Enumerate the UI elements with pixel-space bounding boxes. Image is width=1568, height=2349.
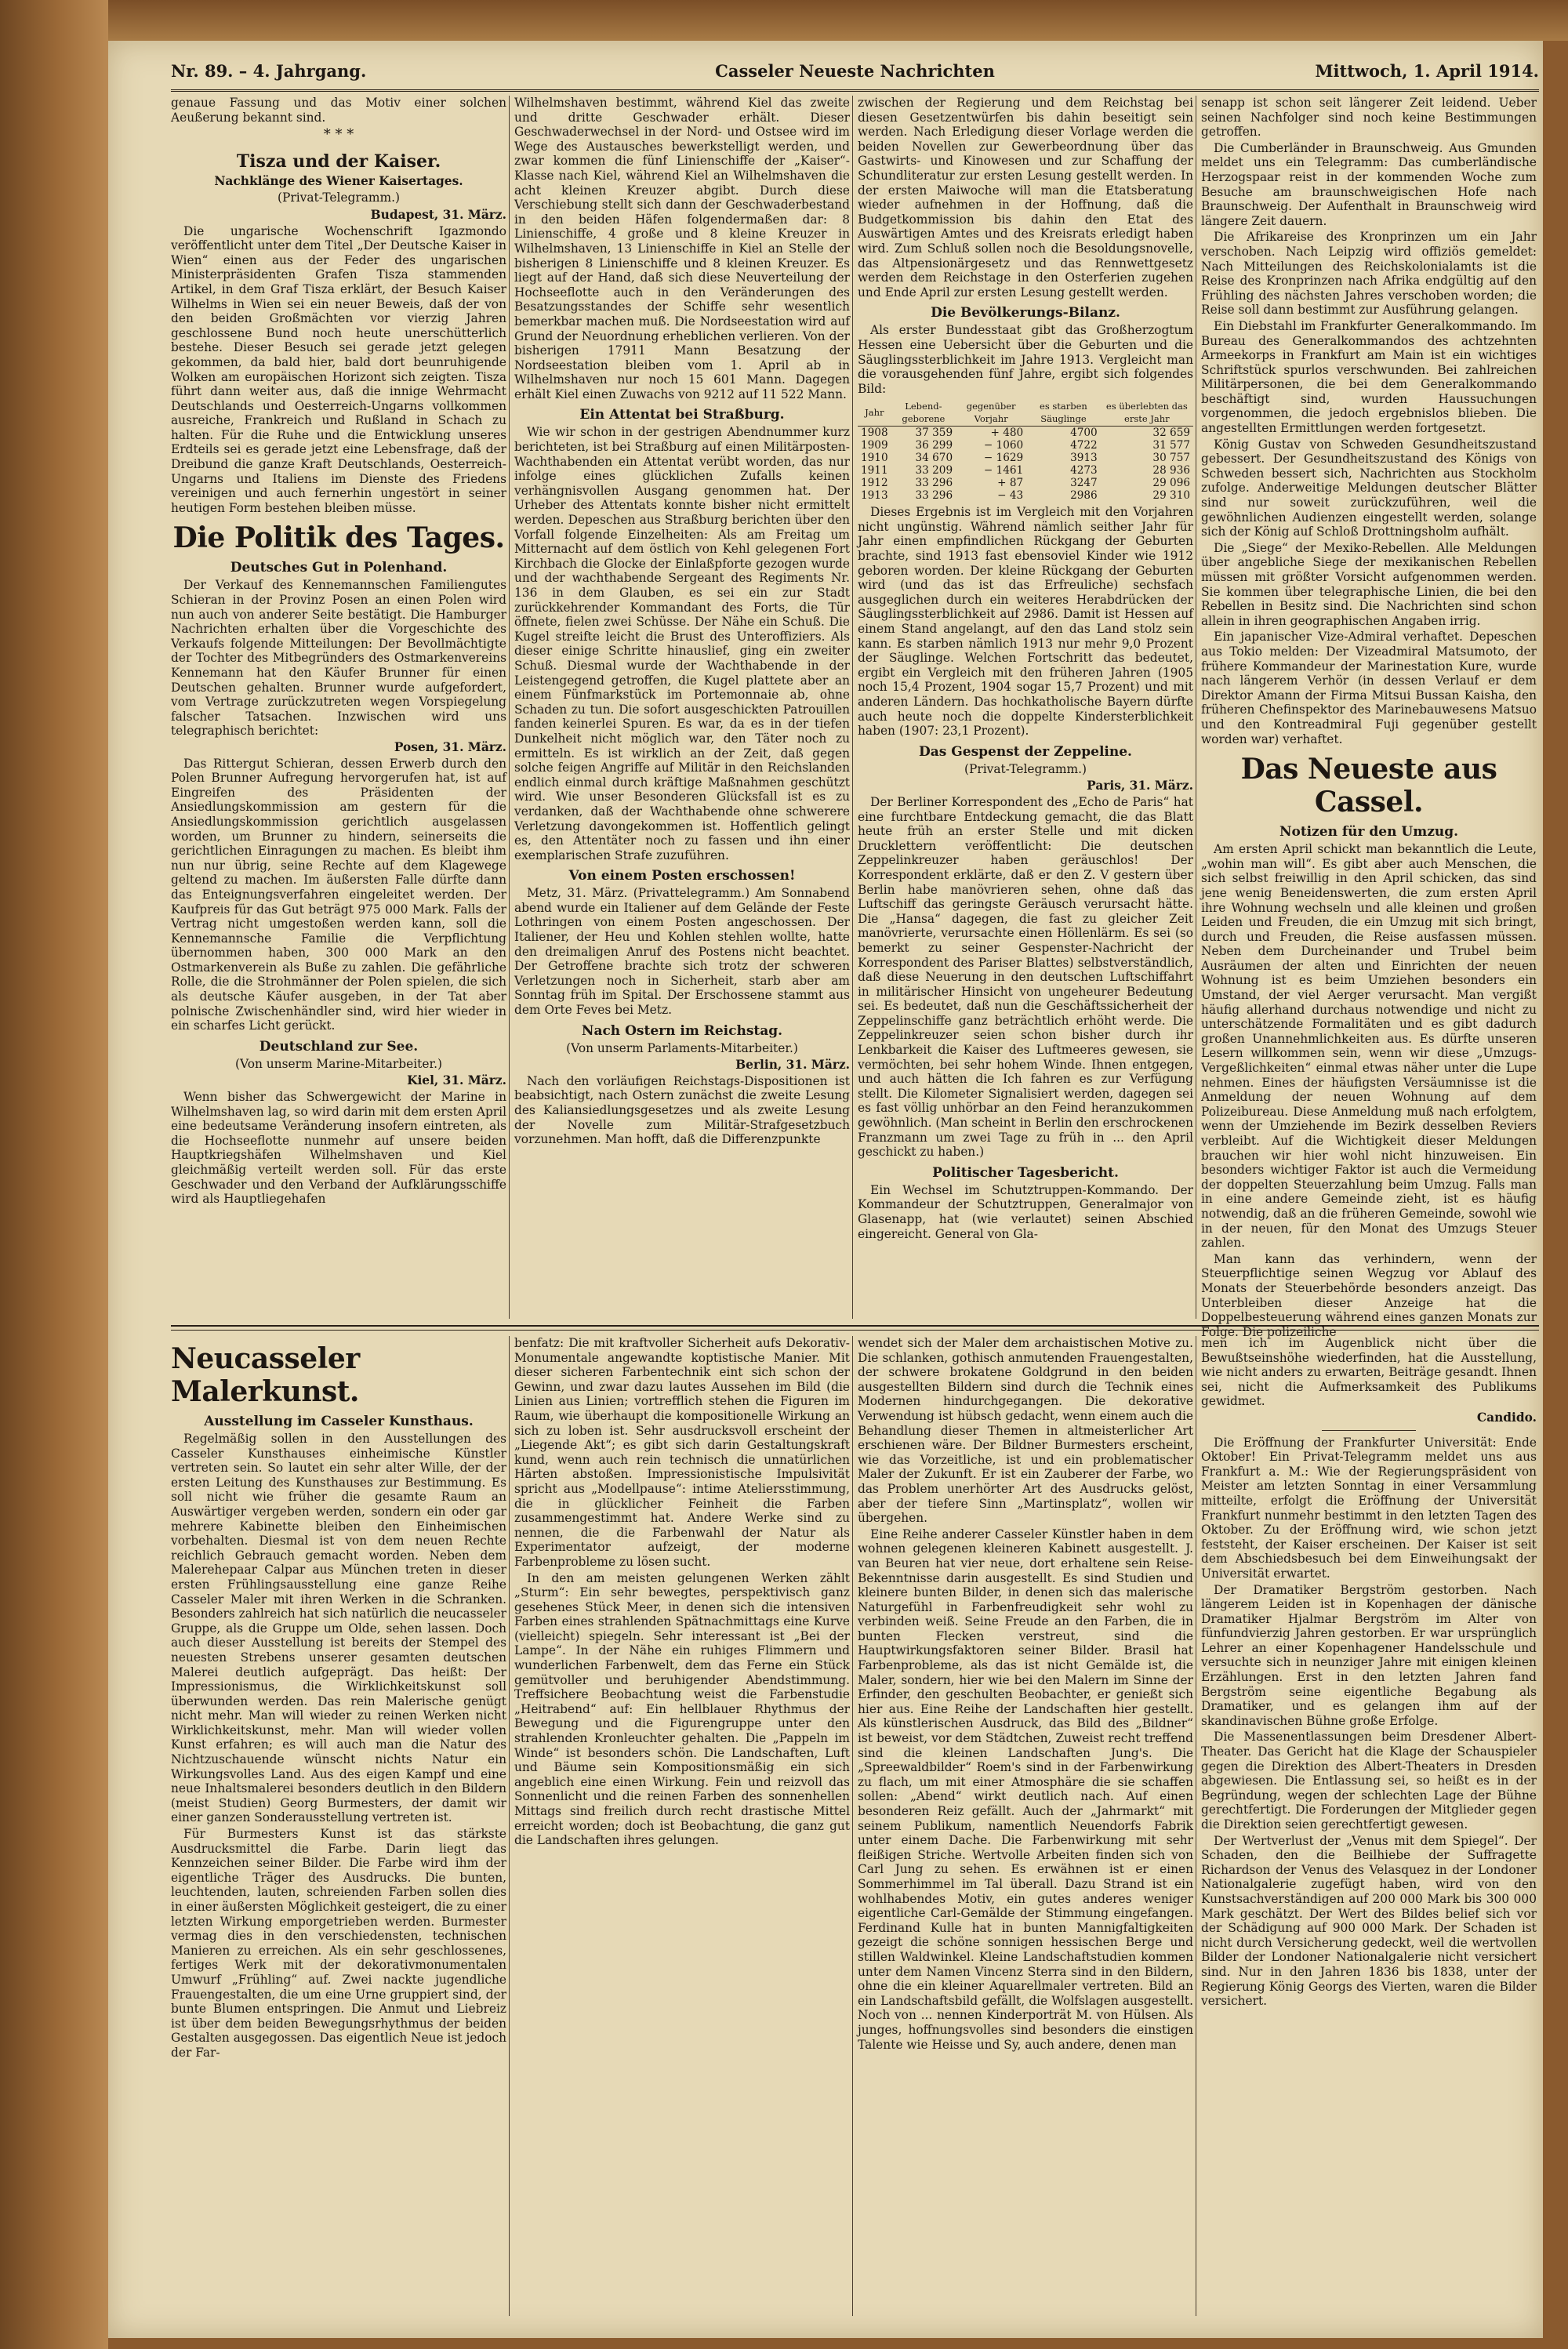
divider xyxy=(1322,1430,1416,1431)
table-cell: 1908 xyxy=(861,427,888,440)
column-1 xyxy=(171,96,506,1319)
paragraph: Wilhelmshaven bestimmt, während Kiel das zweite und dritte Geschwader erhält. Dieser Geschwaderwechsel in der Nord- und Ostsee wird im Wege des Austausches bewerkstelligt werden, und zwar kommen die fünf Linienschiffe der „Kaiser“-Klasse nach Kiel, während Kiel an Wilhelmshaven die acht kleinen Kreuzer abgibt. Durch diese Verschiebung stellt sich dann der Geschwaderbestand in den beiden Häfen folgendermaßen dar: 8 Linienschiffe, 4 große und 8 kleine Kreuzer in Wilhelmshaven, 13 Linienschiffe in Kiel an Stelle der bisherigen 8 Linienschiffe und 8 kleinen Kreuzer. Es liegt auf der Hand, daß sich diese Neuverteilung der Hochseeflotte auch in den Veränderungen des Besatzungsstandes der Schiffe sehr wesentlich bemerkbar machen muß. Die Nordseestation wird auf Grund der Neuordnung erheblichen verlieren. Von der bisherigen 17911 Mann Besatzung der Nordseestation bleiben vom 1. April ab in Wilhelmshaven nur noch 15 601 Mann. Dagegen erhält Kiel einen Zuwachs von 9212 auf 11 522 Mann. xyxy=(514,96,850,401)
paragraph: Metz, 31. März. (Privattelegramm.) Am Sonnabend abend wurde ein Italiener auf dem Gelände der Feste Lothringen von einem Posten angeschossen. Der Italiener, der Heu und Kohlen stehlen wollte, hatte den dreimaligen Anruf des Postens nicht beachtet. Der Getroffene brachte sich trotz der schweren Verletzungen noch in Sicherheit, starb aber am Sonntag früh im Spital. Der Erschossene stammt aus dem Orte Feves bei Metz. xyxy=(514,886,850,1018)
issue-date: Mittwoch, 1. April 1914. xyxy=(1315,61,1539,81)
paragraph: Ein Wechsel im Schutztruppen-Kommando. Der Kommandeur der Schutztruppen, Generalmajor von Glasenapp, hat (wie verlautet) seinen Abschied eingereicht. General von Gla- xyxy=(858,1182,1193,1241)
section-title: Die Politik des Tages. xyxy=(172,521,505,555)
dateline: Budapest, 31. März. xyxy=(370,207,506,222)
column-3 xyxy=(858,96,1193,1319)
paragraph: Die „Siege“ der Mexiko-Rebellen. Alle Meldungen über angebliche Siege der mexikanischen Rebellen müssen mit größter Vorsicht aufgenommen werden. Sie kommen über telegraphische Linien, die bei den Rebellen in Besitz sind. Die Nachrichten sind schon allein in ihren geographischen Angaben irrig. xyxy=(1201,540,1537,628)
paragraph: Als erster Bundesstaat gibt das Großherzogtum Hessen eine Uebersicht über die Geburten und die Säuglingssterblichkeit im Jahre 1913. Vergleicht man die vorausgehenden fünf Jahre, ergibt sich folgendes Bild: xyxy=(858,323,1193,396)
table-cell: − 1629 xyxy=(983,452,1024,465)
column-header: gegenüber Vorjahr xyxy=(956,399,1026,427)
masthead xyxy=(171,58,1539,92)
table-cell: 29 310 xyxy=(1152,489,1190,503)
column-header: Lebend-geborene xyxy=(891,399,956,427)
newspaper-title: Casseler Neueste Nachrichten xyxy=(715,61,995,81)
table-row xyxy=(858,464,1193,477)
article-source: (Von unserm Marine-Mitarbeiter.) xyxy=(234,1056,443,1071)
table-cell: 37 359 xyxy=(915,427,953,440)
table-cell: 33 296 xyxy=(915,489,953,503)
paragraph: Nach den vorläufigen Reichstags-Dispositionen ist beabsichtigt, nach Ostern zunächst die zweite Lesung des Kaliansiedlungsgesetzes und als zweite Lesung der Novelle zum Militär-Strafgesetzbuch vorzunehmen. Man hofft, daß die Differenzpunkte xyxy=(514,1073,850,1147)
article-title: Ein Attentat bei Straßburg. xyxy=(579,407,785,423)
dateline: Kiel, 31. März. xyxy=(407,1073,506,1088)
paragraph: In den am meisten gelungenen Werken zählt „Sturm“: Ein sehr bewegtes, perspektivisch ganz gesehenes Stück Meer, in denen sich die intensiven Farben eines strahlenden Spätnachmittags eine Kurve (vielleicht) spiegeln. Sehr interessant ist „Bei der Lampe“. In der Nähe ein ruhiges Flimmern und wunderlichen Farbenwelt, dem das Ferne ein Stück gemütvoller und beruhigender Abendstimmung. Treffsichere Beobachtung weist die Farbenstudie „Heitrabend“ auf: Ein hellblauer Rhythmus der Bewegung und die Figurengruppe unter den strahlenden Kronleuchter gehalten. Die „Pappeln im Winde“ ist besonders schön. Die Landschaften, Luft und Bäume sein Kompositionsmäßig ein sich angeblich eine einen Wirkung. Fein und reizvoll das Sonnenlicht und die reinen Farben des sonnenhellen Mittags sind freilich durch recht drastische Mittel erreicht worden; doch ist Beobachtung, die ganz gut die Landschaften ihres gelungen. xyxy=(514,1570,850,1848)
paragraph: Die Massenentlassungen beim Dresdener Albert-Theater. Das Gericht hat die Klage der Schauspieler gegen die Direktion des Albert-Theaters in Dresden abgewiesen. Die Entlassung sei, so heißt es in der Begründung, wegen der schlechten Lage der Bühne gerechtfertigt. Die Forderungen der Mitglieder gegen die Direktion seien gerechtfertigt gewesen. xyxy=(1201,1730,1537,1832)
paragraph: Regelmäßig sollen in den Ausstellungen des Casseler Kunsthauses einheimische Künstler vertreten sein. So lautet ein sehr alter Wille, der der ersten Leitung des Kunsthauses zur Bestimmung. Es soll nicht wie früher die gesamte Raum an Auswärtiger vergeben werden, sondern ein oder gar mehrere Kabinette bleiben den Einheimischen vorbehalten. Diesmal ist von dem neuen Rechte reichlich Gebrauch gemacht worden. Neben dem Malerehepaar Calpar aus München treten in dieser ersten Frühlingsausstellung eine ganze Reihe Casseler Maler mit ihren Werken in die Schranken. Besonders zahlreich hat sich natürlich die neucasseler Gruppe, als die Gruppe um Olde, sehen lassen. Doch auch dieser Ausstellung ist bereits der Stempel des neuesten Strebens unserer gesamten deutschen Malerei deutlich aufgeprägt. Das heißt: Der Impressionismus, die Wirklichkeitskunst soll überwunden werden. Das rein Malerische genügt nicht mehr. Man will wieder zu reinen Werken nicht Wirklichkeitskunst, mehr. Man will wieder vollen Kunst erfahren; es will auch man die Natur des Nichtzuschauende wünscht nichts Natur ein Wirkungsvolles Land. Aus des eigen Kampf und eine neue Inhaltsmalerei besonders deutlich in den Bildern (meist Studien) Georg Burmesters, der damit wir einer ganzen Sonderausstellung vertreten ist. xyxy=(171,1432,506,1825)
section-title: Neucasseler Malerkunst. xyxy=(171,1342,360,1408)
paragraph: König Gustav von Schweden Gesundheitszustand gebessert. Der Gesundheitszustand des Königs von Schweden bessert sich, Nachrichten aus Stockholm zufolge. Anderweitige Meldungen deutscher Blätter sind nur soweit zurückzuführen, weil die gewöhnlichen Audienzen eingestellt werden, solange sich der König auf Schloß Drottningsholm aufhält. xyxy=(1201,437,1537,539)
article-title: Notizen für den Umzug. xyxy=(1279,824,1459,840)
article-title: Tisza und der Kaiser. xyxy=(236,151,441,172)
article-source: (Privat-Telegramm.) xyxy=(277,191,401,205)
article-title: Deutschland zur See. xyxy=(259,1038,419,1055)
paragraph: Die Cumberländer in Braunschweig. Aus Gmunden meldet uns ein Telegramm: Das cumberländische Herzogspaar reist in der kommenden Woche zum Besuche am braunschweigischen Hofe nach Braunschweig. Der Aufenthalt in Braunschweig wird längere Zeit dauern. xyxy=(1201,140,1537,228)
table-cell: 2986 xyxy=(1070,489,1098,503)
paragraph: Für Burmesters Kunst ist das stärkste Ausdrucksmittel die Farbe. Darin liegt das Kennzeichen seiner Bilder. Die Farbe wird ihm der eigentliche Träger des Ausdrucks. Die bunten, leuchtenden, lauten, schreienden Farben sollen dies in einer äußersten Möglichkeit gesteigert, die zu einer letzten Wirkung emporgetrieben werden. Burmester vermag dies in den verschiedensten, technischen Manieren zu erreichen. Als ein sehr geschlossenes, fertiges Werk mit der dekorativmonumentalen Umwurf „Frühling“ auf. Zwei nackte jugendliche Frauengestalten, die um eine Urne gruppiert sind, der bunte Blumen entspringen. Die Anmut und Liebreiz ist über dem beiden Bewegungsrhythmus der beiden Gestalten ausgegossen. Das eigentlich Neue ist jedoch der Far- xyxy=(171,1827,506,2060)
table-row xyxy=(858,489,1193,502)
feuilleton-column-2 xyxy=(514,1336,850,2316)
paragraph: Der Wertverlust der „Venus mit dem Spiegel“. Der Schaden, den die Beilhiebe der Suffragette Richardson der Venus des Velasquez in der Londoner Nationalgalerie zugefügt haben, wird von den Kunstsachverständigen auf 200 000 Mark bis 300 000 Mark geschätzt. Der Wert des Bildes belief sich vor der Schädigung auf 900 000 Mark. Der Schaden ist nicht durch Versicherung gedeckt, weil die wertvollen Bilder der Londoner Nationalgalerie nicht versichert sind. Nur in den Jahren 1836 bis 1838, unter der Regierung König Georgs des Vierten, waren die Bilder versichert. xyxy=(1201,1833,1537,2009)
table-cell: 1913 xyxy=(861,489,888,503)
table-cell: 3247 xyxy=(1070,477,1098,490)
paragraph: Ein Diebstahl im Frankfurter Generalkommando. Im Bureau des Generalkommandos des achtzehnten Armeekorps in Frankfurt am Main ist ein wichtiges Schriftstück spurlos verschwunden. Bei zahlreichen Militärpersonen, die bei dem Generalkommando beschäftigt sind, wurden Haussuchungen vorgenommen, die jedoch ergebnislos blieben. Die angestellten Ermittlungen werden fortgesetzt. xyxy=(1201,318,1537,436)
paragraph: wendet sich der Maler dem archaistischen Motive zu. Die schlanken, gothisch anmutenden Frauengestalten, der schwere brokatene Goldgrund in den beiden ausgestellten Bildern sind durch die Technik eines Modernen hindurchgegangen. Die dekorative Verwendung ist hübsch gedacht, wenn einem auch die Behandlung dieser Themen in altmeisterlicher Art erschienen wäre. Der Bildner Burmesters erscheint, wie das Vorzeitliche, ist und ein problematischer Maler der Zukunft. Er ist ein Zauberer der Farbe, wo das Problem unerhörter Art des Ausdrucks gelöst, aber der tiefere Sinn „Martinsplatz“, wollen wir übergehen. xyxy=(858,1336,1193,1526)
section-stars: * * * xyxy=(323,126,354,143)
paragraph: zwischen der Regierung und dem Reichstag bei diesen Gesetzentwürfen bis dahin beseitigt sein werden. Nach Erledigung dieser Vorlage werden die beiden Novellen zur Gewerbeordnung über das Gastwirts- und Kinowesen und zur Schaffung der Schundliteratur zur ersten Lesung gestellt werden. In der ersten Maiwoche will man die Etatsberatung wieder aufnehmen in der Hoffnung, daß die Budgetkommission bis dahin den Etat des Auswärtigen Amtes und des Kreisrats erledigt haben wird. Zum Schluß sollen noch die Besoldungsnovelle, das Altpensionärgesetz und das Rennwettgesetz werden dem Reichstage in den Osterferien zugehen und Ende April zur ersten Lesung gestellt werden. xyxy=(858,96,1193,300)
table-cell: 30 757 xyxy=(1152,452,1190,465)
column-header: es starben Säuglinge xyxy=(1026,399,1101,427)
article-title: Deutsches Gut in Polenhand. xyxy=(230,560,448,576)
book-binding xyxy=(0,0,108,2349)
paragraph: Dieses Ergebnis ist im Vergleich mit den Vorjahren nicht ungünstig. Während nämlich seither Jahr für Jahr einen empfindlichen Rückgang der Geburten brachte, sind 1913 fast ebensoviel Kinder wie 1912 geboren worden. Der kleine Rückgang der Geburten wird (und das ist das Erfreuliche) sechsfach ausgeglichen durch ein weiteres Herabdrücken der Säuglingssterblichkeit auf 2986. Damit ist Hessen auf einem Stand angelangt, auf den das Land stolz sein kann. Es starben nämlich 1913 nur mehr 9,0 Prozent der Säuglinge. Welchen Fortschritt das bedeutet, ergibt ein Vergleich mit den früheren Jahren (1905 noch 15,4 Prozent, 1904 sogar 15,7 Prozent) und mit anderen Ländern. Das hochkatholische Bayern dürfte auch heute noch die doppelte Kindersterblichkeit haben (1907: 23,1 Prozent). xyxy=(858,505,1193,739)
article-title: Von einem Posten erschossen! xyxy=(568,868,796,884)
page-top-edge xyxy=(108,0,1568,41)
paragraph: Die ungarische Wochenschrift Igazmondo veröffentlicht unter dem Titel „Der Deutsche Kaiser in Wien“ einen aus der Feder des ungarischen Ministerpräsidenten Grafen Tisza stammenden Artikel, in dem Graf Tisza erklärt, der Besuch Kaiser Wilhelms in Wien sei ein neuer Beweis, daß der von den beiden Großmächten vor vierzig Jahren geschlossene Bund noch heute unerschütterlich bestehe. Dieser Besuch sei gerade jetzt gelegen gekommen, da bald hier, bald dort beunruhigende Wolken am europäischen Horizont sich zeigten. Tisza führt dann weiter aus, daß die innige Wehrmacht Deutschlands und Oesterreich-Ungarns vollkommen ausreiche, Frankreich und Rußland in Schach zu halten. Für die Ruhe und die Entwicklung unseres Erdteils sei es gerade jetzt eine Lebensfrage, daß der Dreibund die ganze Kraft Deutschlands, Oesterreich-Ungarns und Italiens im Dienste des Friedens vereinigen und auch fernerhin ungestört in seiner heutigen Form bestehen bleiben müsse. xyxy=(171,223,506,515)
article-title: Politischer Tagesbericht. xyxy=(932,1164,1119,1181)
column-rule xyxy=(509,96,510,1319)
table-cell: − 1461 xyxy=(983,464,1024,477)
column-2 xyxy=(514,96,850,1319)
paragraph: Wie wir schon in der gestrigen Abendnummer kurz berichteten, ist bei Straßburg auf einen Militärposten-Wachthabenden ein Attentat verübt worden, das nur infolge eines glücklichen Zufalls keinen verhängnisvollen Ausgang genommen hat. Der Urheber des Attentats konnte bisher nicht ermittelt werden. Depeschen aus Straßburg berichten über den Vorfall folgende Einzelheiten: Als am Freitag um Mitternacht auf dem östlich von Kehl gelegenen Fort Kirchbach die Glocke der Einlaßpforte gezogen wurde und der wachthabende Sergeant des Regiments Nr. 136 in dem Glauben, es sei ein zur Stadt zurückkehrender Kommandant des Forts, die Tür öffnete, fielen zwei Schüsse. Der Nähe ein Schuß. Die Kugel streifte leicht die Brust des Unteroffiziers. Als dieser einige Schritte hinauslief, ging ein zweiter Schuß. Diesmal wurde der Wachthabende in der Leistengegend getroffen, die Kugel plattete aber an einem Fünfmarkstück im Portemonnaie ab, ohne Schaden zu tun. Die sofort ausgeschickten Patrouillen fanden keinerlei Spuren. Es war, da es in der tiefen Dunkelheit nicht möglich war, den Täter noch zu ermitteln. Es ist wirklich an der Zeit, daß gegen solche feigen Angriffe auf Militär in den Reichslanden endlich einmal durch kräftige Maßnahmen geschützt wird. Wie unser Besonderen Glücksfall ist es zu verdanken, daß der Wachthabende ohne schwerere Verletzung davongekommen ist. Hoffentlich gelingt es, den Attentäter noch zu fassen und ihn einer exemplarischen Strafe zuzuführen. xyxy=(514,425,850,862)
feuilleton-rule xyxy=(171,1325,1539,1331)
author-signature: Candido. xyxy=(1476,1410,1537,1425)
table-cell: 33 296 xyxy=(915,477,953,490)
table-cell: 4722 xyxy=(1070,439,1098,452)
section-title: Das Neueste aus Cassel. xyxy=(1240,753,1497,819)
paragraph: Der Verkauf des Kennemannschen Familiengutes Schieran in der Provinz Posen an einen Polen wird nun auch von anderer Seite bestätigt. Die Hamburger Nachrichten erhalten über die Vorgeschichte des Verkaufs folgende Mitteilungen: Der Bevollmächtigte der Tochter des Mitbegründers des Ostmarkenvereins Kennemann hat den Käufer Brunner für einen Deutschen gehalten. Brunner wurde aufgefordert, vom Vertrage zurückzutreten wegen Vorspiegelung falscher Tatsachen. Inzwischen wird uns telegraphisch berichtet: xyxy=(171,578,506,739)
paragraph: Das Rittergut Schieran, dessen Erwerb durch den Polen Brunner Aufregung hervorgerufen hat, ist auf Eingreifen des Präsidenten der Ansiedlungskommission am gestern für die Ansiedlungskommission gerichtlich ausgelassen worden, um Brunner zu hindern, seinerseits die gerichtlichen Einragungen zu machen. Es bleibt ihm nun nur übrig, seine Rechte auf dem Klagewege geltend zu machen. Im äußersten Falle dürfte dann das Enteignungsverfahren eingeleitet werden. Der Kaufpreis für das Gut beträgt 975 000 Mark. Falls der Vertrag nicht umgestoßen werden kann, soll die Kennemannsche Familie die Verpflichtung übernommen haben, 300 000 Mark an den Ostmarkenverein als Buße zu zahlen. Die gefährliche Rolle, die die Strohmänner der Polen spielen, die sich als deutsche Käufer ausgeben, in der Tat aber polnische Zwischenhändler sind, wird hier wieder in ein scharfes Licht gerückt. xyxy=(171,756,506,1033)
column-rule xyxy=(509,1336,510,2316)
paragraph: senapp ist schon seit längerer Zeit leidend. Ueber seinen Nachfolger sind noch keine Bestimmungen getroffen. xyxy=(1201,96,1537,140)
paragraph: Der Dramatiker Bergström gestorben. Nach längerem Leiden ist in Kopenhagen der dänische Dramatiker Hjalmar Bergström im Alter von fünfundvierzig Jahren gestorben. Er war ursprünglich Lehrer an einer Kopenhagener Handelsschule und versuchte sich in neunziger Jahre mit einigen kleinen Erzählungen. Erst in den letzten Jahren fand Bergström seine eigentliche Begabung als Dramatiker, und es gelangen ihm auf der skandinavischen Bühne große Erfolge. xyxy=(1201,1582,1537,1728)
feuilleton-column-1 xyxy=(171,1336,506,2316)
column-4 xyxy=(1201,96,1537,1339)
paragraph: men ich im Augenblick nicht über die Bewußtseinshöhe wiederfinden, hat die Ausstellung, wie nicht anders zu erwarten, Beiträge gesandt. Ihnen sei, nicht die Aufmerksamkeit des Publikums gewidmet. xyxy=(1201,1336,1537,1409)
table-cell: 31 577 xyxy=(1152,439,1190,452)
table-cell: 32 659 xyxy=(1152,427,1190,440)
table-header-row xyxy=(858,399,1193,427)
table-cell: 36 299 xyxy=(915,439,953,452)
table-cell: 34 670 xyxy=(915,452,953,465)
table-cell: − 43 xyxy=(997,489,1024,503)
paragraph: Wenn bisher das Schwergewicht der Marine in Wilhelmshaven lag, so wird darin mit dem ersten April eine bedeutsame Veränderung insofern eintreten, als die Hochseeflotte nunmehr auf unsere beiden Hauptkriegshäfen Wilhelmshaven und Kiel gleichmäßig verteilt werden soll. Für das erste Geschwader und den Verband der Aufklärungsschiffe wird als Hauptliegehafen xyxy=(171,1090,506,1207)
paragraph: genaue Fassung und das Motiv einer solchen Aeußerung bekannt sind. xyxy=(171,96,506,125)
paragraph: Eine Reihe anderer Casseler Künstler haben in dem wohnen gelegenen kleineren Kabinett ausgestellt. J. van Beuren hat vier neue, dort erhaltene sein Reise-Bekenntnisse darin ausgestellt. Es sind Studien und kleinere bunten Bilder, in denen sich das malerische Naturgefühl in Farbenfreudigkeit sehr wohl zu verbinden weiß. Seine Freude an den Farben, die in bunten Flecken verstreut, sind die Hauptwirkungsfaktoren seiner Bilder. Brasil hat Farbenprobleme, als das ist nicht Gemälde ist, die Maler, sondern, hier wie bei den Malern im Sinne der Erfinder, den geschulten Beobachter, er genießt sich hier aus. Eine Reihe der Landschaften hier gestellt. Als künstlerischen Ausdruck, das Bild des „Bildner“ ist beweist, vor dem Städtchen, Zuweist recht treffend sind die kleinen Landschaften Jung's. Die „Spreewaldbilder“ Roem's sind in der Farbenwirkung zu flach, um mit einer Atmosphäre die sie schaffen sollen: „Abend“ wirkt deutlich nach. Auf einen besonderen Reiz gefällt. Auch der „Jahrmarkt“ mit seinem Publikum, namentlich Neuendorfs Fabrik unter einem Dache. Die Farbenwirkung mit sehr fleißigen Striche. Wertvolle Arbeiten finden sich von Carl Jung zu sehen. Es erwähnen ist er einen Sommerhimmel im Tal überall. Dazu Strand ist ein wohlhabendes Motiv, ein gutes anderes weniger eigentliche Carl-Gemälde der Stimmung eingefangen. Ferdinand Kulle hat in bunten Mannigfaltigkeiten gezeigt die schöne sonnigen hessischen Berge und stillen Waldwinkel. Kleine Landschaftstudien kommen unter dem Namen Vincenz Sterra sind in den Bildern, ohne die ein kleiner Aquarellmaler vertreten. Bild an ein Landschaftsbild gefällt, die Wolfslagen ausgestellt. Noch von ... nennen Kinderporträt M. von Hülsen. Als junges, hoffnungsvolles sind besonders die einstigen Talente wie Heisse und Sy, auch andere, denen man xyxy=(858,1527,1193,2052)
dateline: Paris, 31. März. xyxy=(1087,779,1193,793)
paragraph: benfatz: Die mit kraftvoller Sicherheit aufs Dekorativ-Monumentale angewandte koptistische Manier. Mit dieser sicheren Farbentechnik eint sich schon der Gewinn, und zwar dazu lautes Aussehen im Bild (die Linien aus Linien; vortrefflich stehen die Figuren im Raum, wie überhaupt die kompositionelle Wirkung an sich zu loben ist. Sehr ausdrucksvoll erscheint der „Liegende Akt“; es gibt sich darin Gestaltungskraft kund, wenn auch rein technisch die unnatürlichen Härten abstoßen. Impressionistische Impulsivität spricht aus „Modellpause“: intime Ateliersstimmung, die in glücklicher Feinheit die Farben zusammengestimmt hat. Andere Werke sind zu nennen, die die Farbenwahl der Natur als Experimentator aufzeigt, der moderne Farbenprobleme zu lösen sucht. xyxy=(514,1336,850,1569)
table-cell: 4700 xyxy=(1070,427,1098,440)
table-cell: + 480 xyxy=(990,427,1024,440)
feuilleton-column-4 xyxy=(1201,1336,1537,2316)
table-cell: − 1060 xyxy=(983,439,1024,452)
newspaper-page xyxy=(108,41,1543,2338)
table-row xyxy=(858,439,1193,452)
article-title: Das Gespenst der Zeppeline. xyxy=(919,743,1132,760)
table-cell: 4273 xyxy=(1070,464,1098,477)
table-cell: 3913 xyxy=(1070,452,1098,465)
column-header: es überlebten das erste Jahr xyxy=(1101,399,1193,427)
paragraph: Der Berliner Korrespondent des „Echo de Paris“ hat eine furchtbare Entdeckung gemacht, die das Blatt heute früh an erster Stelle und mit dicken Drucklettern veröffentlicht: Die deutschen Zeppelinkreuzer haben geräuschlos! Der Korrespondent erklärte, daß er den Z. V gestern über Berlin habe manövrieren sehen, ohne daß das Luftschiff das geringste Geräusch verursacht hätte. Die „Hansa“ dagegen, die fast zu gleicher Zeit manövrierte, verursachte einen Höllenlärm. Es sei (so bemerkt zu seiner Gespenster-Nachricht der Korrespondent des Pariser Blattes) selbstverständlich, daß diese Neuerung in den deutschen Luftschiffahrt in militärischer Hinsicht von ungeheurer Bedeutung sei. Es bedeutet, daß nun die Geschäftssicherheit der Zeppelinschiffe ganz beträchtlich erhöht werde. Die Zeppelinkreuzer seien schon bisher durch ihr Lenkbarkeit die Kaiser des Luftmeeres gewesen, sie vermöchten, bei sehr hohem Winde. Ihnen entgegen, und auch hätten die Ich fahren es zur Verfügung stellt. Die Kilometer Signalisiert werden, dagegen sei es fast völlig unhörbar an den Feind heranzukommen gewöhnlich. (Man scheint in Berlin den erschrockenen Franzmann um zwei Tage zu früh in ... den April geschickt zu haben.) xyxy=(858,794,1193,1160)
issue-number: Nr. 89. – 4. Jahrgang. xyxy=(171,61,367,81)
article-source: (Von unserm Parlaments-Mitarbeiter.) xyxy=(566,1040,798,1055)
column-rule xyxy=(852,96,853,1319)
table-cell: 1911 xyxy=(861,464,888,477)
article-subtitle: Ausstellung im Casseler Kunsthaus. xyxy=(204,1414,474,1429)
table-cell: 1910 xyxy=(861,452,888,465)
article-title: Die Bevölkerungs-Bilanz. xyxy=(931,305,1120,321)
paragraph: Ein japanischer Vize-Admiral verhaftet. Depeschen aus Tokio melden: Der Vizeadmiral Matsumoto, der frühere Kommandeur der Marinestation Kure, wurde nach längerem Verhör (in dessen Verlauf er dem Direktor Amann der Firma Mitsui Bussan Kaisha, den früheren Chefinspektor des Marinebauwesens Matsuo und den Kontreadmiral Fuji gegenüber gestellt worden war) verhaftet. xyxy=(1201,630,1537,746)
table-row xyxy=(858,427,1193,440)
column-rule xyxy=(852,1336,853,2316)
dateline: Berlin, 31. März. xyxy=(735,1058,850,1073)
table-cell: 33 209 xyxy=(915,464,953,477)
article-subtitle: Nachklänge des Wiener Kaisertages. xyxy=(214,173,463,188)
table-cell: 29 096 xyxy=(1152,477,1190,490)
feuilleton-column-3 xyxy=(858,1336,1193,2316)
table-cell: 28 936 xyxy=(1152,464,1190,477)
table-cell: + 87 xyxy=(997,477,1024,490)
table-row xyxy=(858,452,1193,464)
article-source: (Privat-Telegramm.) xyxy=(964,761,1087,776)
paragraph: Die Eröffnung der Frankfurter Universität: Ende Oktober! Ein Privat-Telegramm meldet uns aus Frankfurt a. M.: Wie der Regierungspräsident von Meister am letzten Sonntag in einer Versammlung mitteilte, erfolgt die Eröffnung der Universität Frankfurt nunmehr bestimmt in den letzten Tagen des Oktober. Zu der Eröffnung wird, wie schon jetzt feststeht, der Kaiser erscheinen. Der Kaiser ist seit dem Abschiedsbesuch bei dem Einweihungsakt der Universität erwartet. xyxy=(1201,1435,1537,1581)
paragraph: Am ersten April schickt man bekanntlich die Leute, „wohin man will“. Es gibt aber auch Menschen, die sich selbst freiwillig in den April schicken, das sind jene wenig Beneidenswerten, die zum ersten April ihre Wohnung wechseln und alle kleinen und großen Leiden und Freuden, die ein Umzug mit sich bringt, durch und Freuden, die Reise ausfassen müssen. Neben dem Durcheinander und Trubel beim Ausräumen der alten und Einrichten der neuen Wohnung ist es beim Umziehen besonders ein Umstand, der viel Aerger verursacht. Man vergißt häufig allerhand durchaus notwendige und nicht zu unterschätzende Formalitäten und es gibt dadurch großen Unannehmlichkeiten aus. Es dürfte unseren Lesern willkommen sein, wenn wir diese „Umzugs-Vergeßlichkeiten“ einmal etwas näher unter die Lupe nehmen. Eines der häufigsten Versäumnisse ist die Anmeldung der neuen Wohnung auf dem Polizeibureau. Diese Anmeldung muß nach erfolgtem, wenn der Umziehende im Bezirk desselben Reviers verbleibt. Auf die Wichtigkeit dieser Meldungen brauchen wir hier wohl nicht hinzuweisen. Ein besonders wichtiger Faktor ist auch die Vermeidung der doppelten Steuerzahlung beim Umzug. Falls man in eine andere Gemeinde zieht, ist es häufig notwendig, daß an die früheren Gemeinde, sowohl wie in der neuen, für den Monat des Umzugs Steuer zahlen. xyxy=(1201,842,1537,1251)
table-cell: 1912 xyxy=(861,477,888,490)
column-header: Jahr xyxy=(858,399,891,427)
paragraph: Man kann das verhindern, wenn der Steuerpflichtige seinen Wegzug vor Ablauf des Monats der Steuerbehörde besonders anzeigt. Das Unterbleiben dieser Anzeige hat die Doppelbesteuerung während eines ganzen Monats zur Folge. Die polizeiliche xyxy=(1201,1251,1537,1339)
population-table xyxy=(858,399,1193,502)
article-title: Nach Ostern im Reichstag. xyxy=(581,1022,783,1039)
dateline: Posen, 31. März. xyxy=(394,739,506,754)
table-cell: 1909 xyxy=(861,439,888,452)
table-row xyxy=(858,477,1193,489)
paragraph: Die Afrikareise des Kronprinzen um ein Jahr verschoben. Nach Leipzig wird offiziös gemeldet: Nach Mitteilungen des Reichskolonialamts ist die Reise des Kronprinzen nach Afrika endgültig auf den Frühling des nächsten Jahres verschoben worden; die Reise soll dann bestimmt zur Ausführung gelangen. xyxy=(1201,230,1537,318)
